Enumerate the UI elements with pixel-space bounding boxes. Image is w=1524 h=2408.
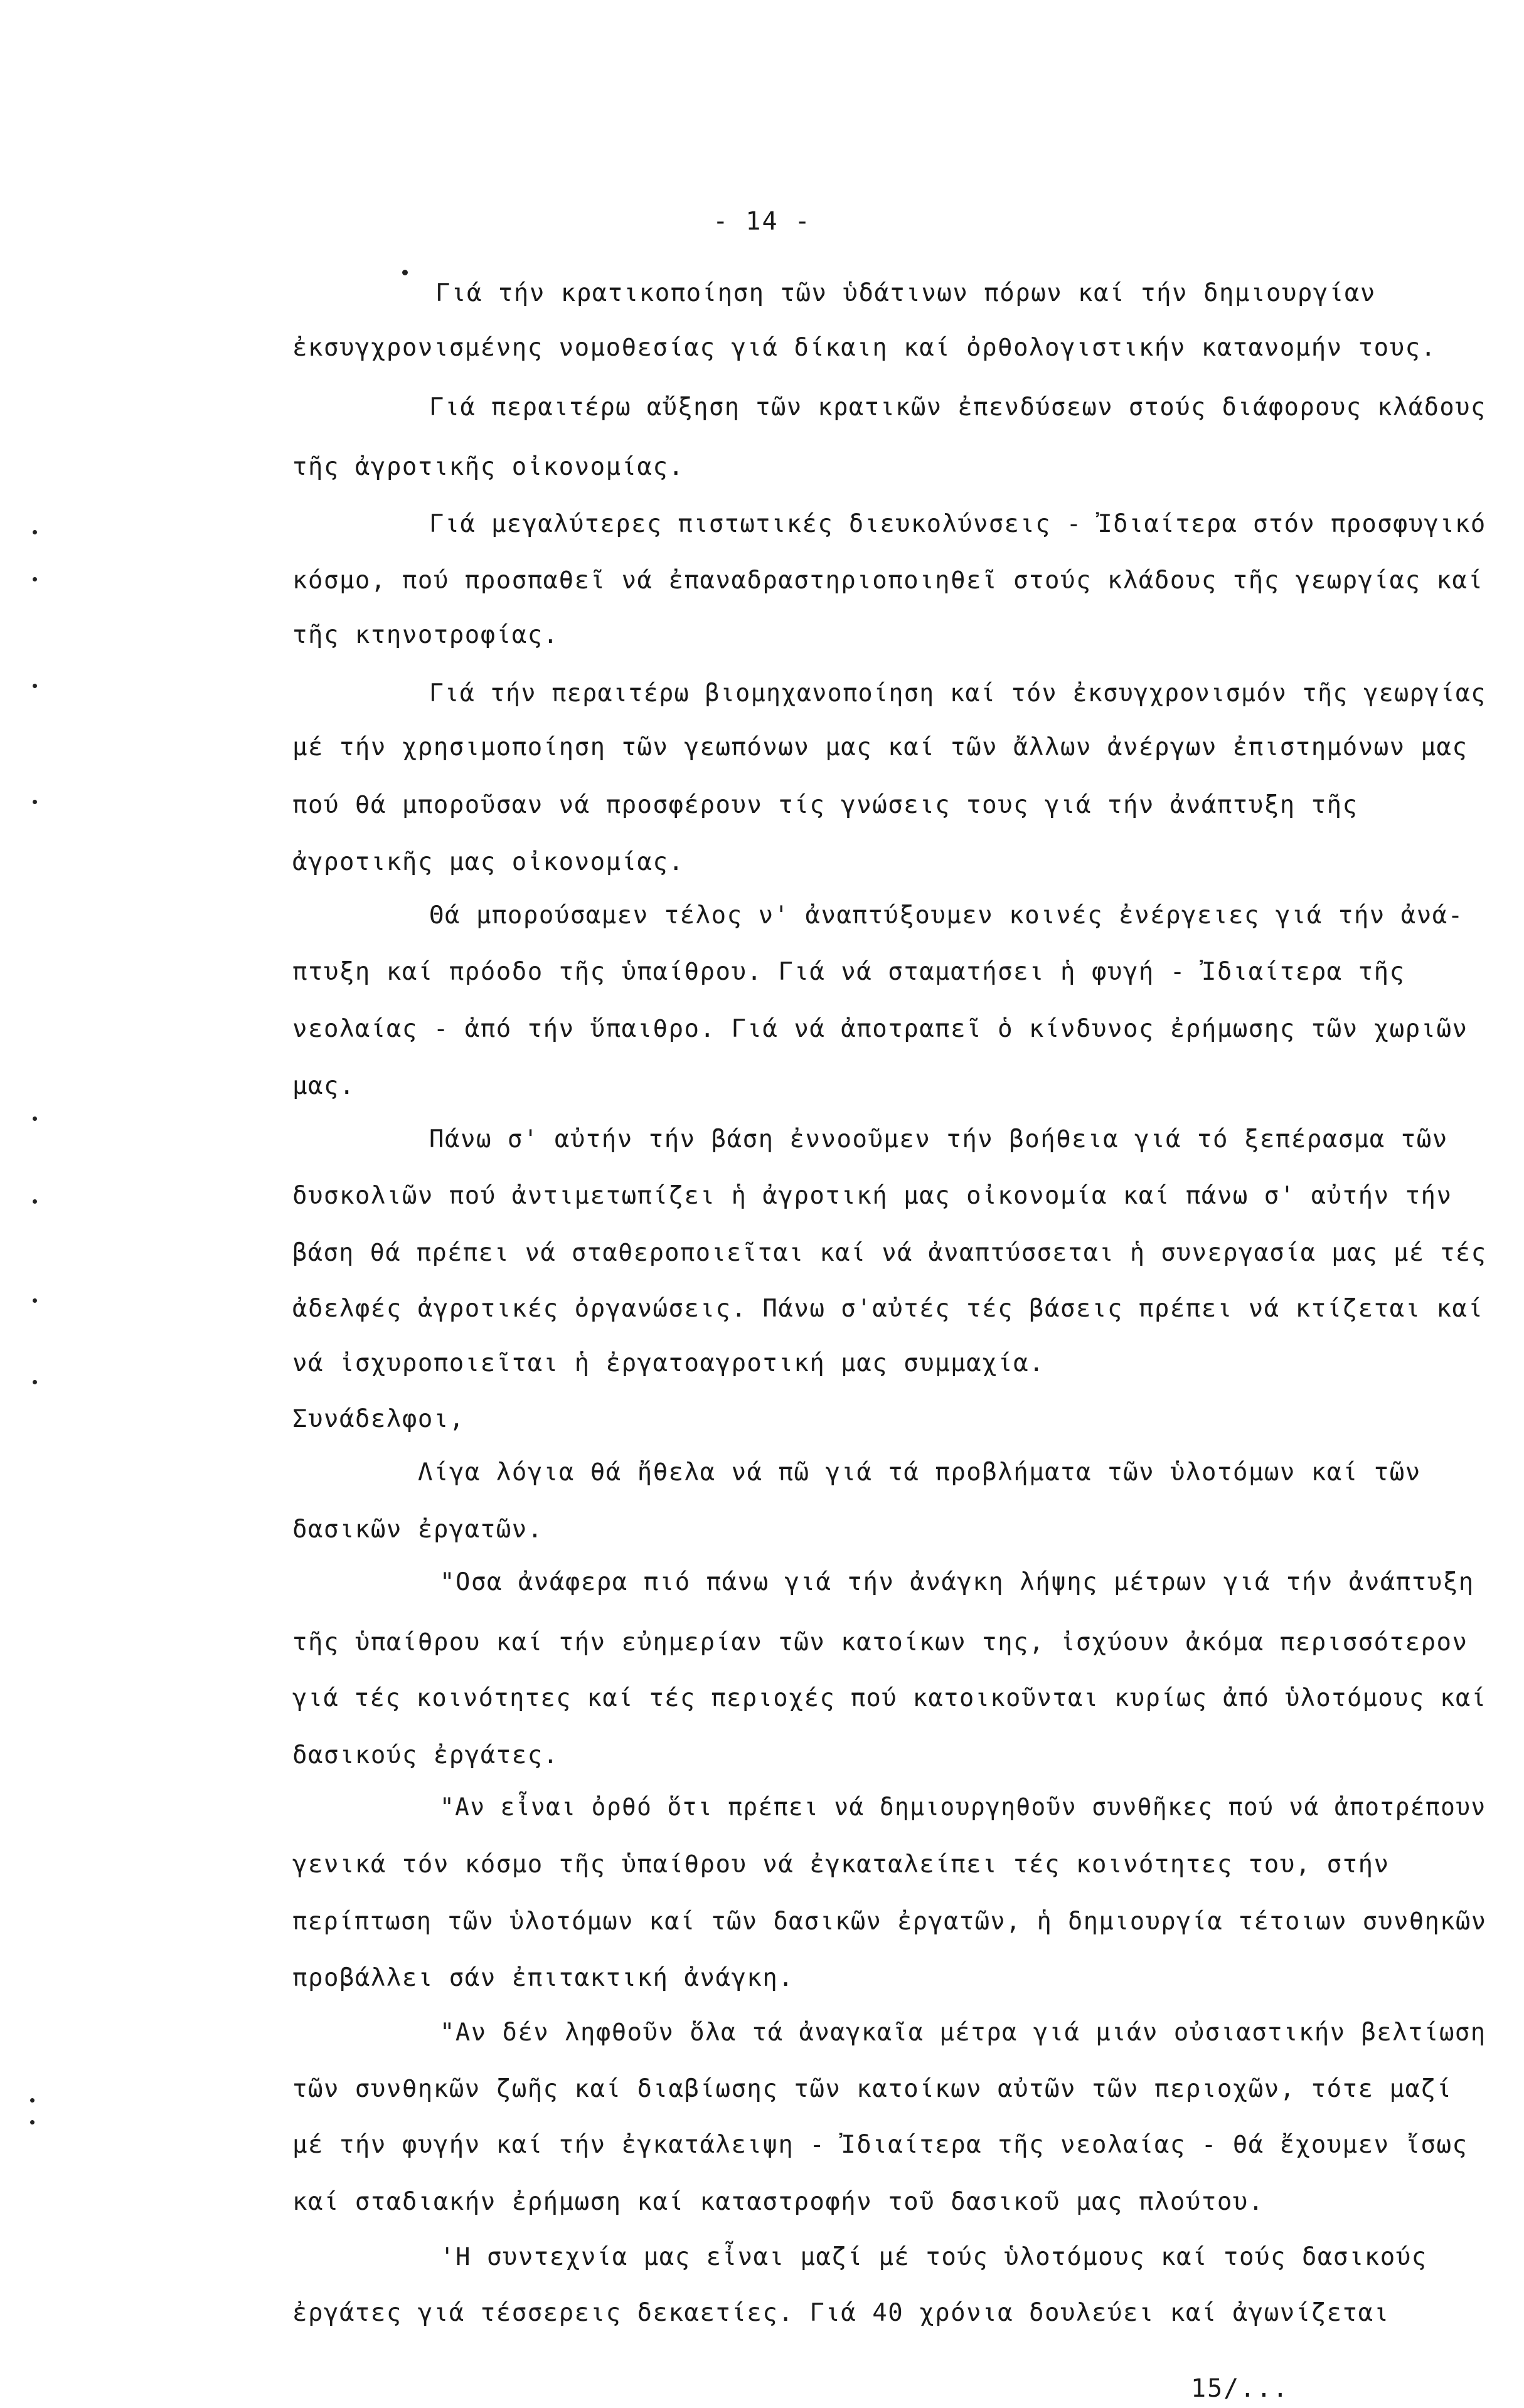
scan-speck bbox=[402, 270, 408, 275]
scan-speck bbox=[33, 530, 37, 534]
text-line: Γιά περαιτέρω αὔξηση τῶν κρατικῶν ἐπενδύσεων στούς διάφορους κλάδους bbox=[429, 393, 1486, 422]
text-line: καί σταδιακήν ἐρήμωση καί καταστροφήν τοῦ δασικοῦ μας πλούτου. bbox=[292, 2188, 1264, 2216]
text-line: γιά τές κοινότητες καί τές περιοχές πού κατοικοῦνται κυρίως ἀπό ὑλοτόμους καί bbox=[292, 1684, 1487, 1712]
scan-speck bbox=[30, 2098, 35, 2103]
text-line: τῆς ὑπαίθρου καί τήν εὐημερίαν τῶν κατοίκων της, ἰσχύουν ἀκόμα περισσότερον bbox=[292, 1628, 1468, 1657]
scan-speck bbox=[30, 2120, 35, 2124]
scan-speck bbox=[33, 1116, 37, 1121]
text-line: βάση θά πρέπει νά σταθεροποιεῖται καί νά ἀναπτύσσεται ἡ συνεργασία μας μέ τές bbox=[292, 1239, 1487, 1267]
text-line: δυσκολιῶν πού ἀντιμετωπίζει ἡ ἀγροτική μας οἰκονομία καί πάνω σ' αὐτήν τήν bbox=[292, 1182, 1452, 1210]
text-line: Γιά τήν κρατικοποίηση τῶν ὑδάτινων πόρων καί τήν δημιουργίαν bbox=[435, 279, 1376, 307]
text-line: νεολαίας - ἀπό τήν ὕπαιθρο. Γιά νά ἀποτραπεῖ ὁ κίνδυνος ἐρήμωσης τῶν χωριῶν bbox=[292, 1015, 1468, 1043]
scan-speck bbox=[33, 577, 37, 581]
continuation-page-ref: 15/... bbox=[1191, 2374, 1289, 2403]
text-line: Πάνω σ' αὐτήν τήν βάση ἐννοοῦμεν τήν βοήθεια γιά τό ξεπέρασμα τῶν bbox=[429, 1125, 1448, 1154]
text-line: πτυξη καί πρόοδο τῆς ὑπαίθρου. Γιά νά σταματήσει ἡ φυγή - Ἰδιαίτερα τῆς bbox=[292, 958, 1405, 986]
text-line: μέ τήν φυγήν καί τήν ἐγκατάλειψη - Ἰδιαίτερα τῆς νεολαίας - θά ἔχουμεν ἴσως bbox=[292, 2131, 1468, 2159]
text-line: Θά μπορούσαμεν τέλος ν' ἀναπτύξουμεν κοινές ἐνέργειες γιά τήν ἀνά- bbox=[429, 901, 1464, 930]
text-line: "Αν εἶναι ὀρθό ὅτι πρέπει νά δημιουργηθοῦν συνθῆκες πού νά ἀποτρέπουν bbox=[440, 1793, 1486, 1822]
text-line: "Οσα ἀνάφερα πιό πάνω γιά τήν ἀνάγκη λήψης μέτρων γιά τήν ἀνάπτυξη bbox=[440, 1568, 1474, 1596]
text-line: ἐργάτες γιά τέσσερεις δεκαετίες. Γιά 40 χρόνια δουλεύει καί ἀγωνίζεται bbox=[292, 2299, 1390, 2327]
text-line: γενικά τόν κόσμο τῆς ὑπαίθρου νά ἐγκαταλείπει τές κοινότητες του, στήν bbox=[292, 1850, 1390, 1879]
scan-speck bbox=[33, 1380, 37, 1384]
text-line: ἀδελφές ἀγροτικές ὀργανώσεις. Πάνω σ'αὐτές τές βάσεις πρέπει νά κτίζεται καί bbox=[292, 1295, 1484, 1323]
text-line: ἐκσυγχρονισμένης νομοθεσίας γιά δίκαιη καί ὀρθολογιστικήν κατανομήν τους. bbox=[292, 334, 1437, 362]
text-line: νά ἰσχυροποιεῖται ἡ ἐργατοαγροτική μας συμμαχία. bbox=[292, 1349, 1045, 1377]
text-line: Λίγα λόγια θά ἤθελα νά πῶ γιά τά προβλήματα τῶν ὑλοτόμων καί τῶν bbox=[418, 1458, 1421, 1487]
text-line: μας. bbox=[292, 1072, 355, 1100]
text-line: περίπτωση τῶν ὑλοτόμων καί τῶν δασικῶν ἐργατῶν, ἡ δημιουργία τέτοιων συνθηκῶν bbox=[292, 1907, 1487, 1936]
scan-speck bbox=[33, 1199, 37, 1204]
text-line: δασικούς ἐργάτες. bbox=[292, 1741, 559, 1769]
text-line: "Αν δέν ληφθοῦν ὅλα τά ἀναγκαῖα μέτρα γιά μιάν οὐσιαστικήν βελτίωση bbox=[440, 2018, 1486, 2047]
text-line: Γιά τήν περαιτέρω βιομηχανοποίηση καί τόν ἐκσυγχρονισμόν τῆς γεωργίας bbox=[429, 679, 1486, 708]
text-line: δασικῶν ἐργατῶν. bbox=[292, 1515, 543, 1544]
text-line: πού θά μποροῦσαν νά προσφέρουν τίς γνώσεις τους γιά τήν ἀνάπτυξη τῆς bbox=[292, 791, 1358, 819]
text-line: προβάλλει σάν ἐπιτακτική ἀνάγκη. bbox=[292, 1964, 794, 1992]
text-line: ἀγροτικῆς μας οἰκονομίας. bbox=[292, 848, 685, 876]
text-line: τῆς κτηνοτροφίας. bbox=[292, 621, 559, 649]
page-number: - 14 - bbox=[713, 207, 811, 236]
text-line: Συνάδελφοι, bbox=[292, 1405, 465, 1433]
scan-speck bbox=[33, 800, 37, 804]
text-line: κόσμο, πού προσπαθεῖ νά ἐπαναδραστηριοποιηθεῖ στούς κλάδους τῆς γεωργίας καί bbox=[292, 566, 1484, 595]
scan-speck bbox=[33, 1298, 37, 1303]
scan-speck bbox=[33, 684, 37, 688]
text-line: τῆς ἀγροτικῆς οἰκονομίας. bbox=[292, 453, 685, 481]
text-line: Γιά μεγαλύτερες πιστωτικές διευκολύνσεις - Ἰδιαίτερα στόν προσφυγικό bbox=[429, 510, 1486, 538]
text-line: μέ τήν χρησιμοποίηση τῶν γεωπόνων μας καί τῶν ἄλλων ἀνέργων ἐπιστημόνων μας bbox=[292, 733, 1468, 761]
text-line: 'Η συντεχνία μας εἶναι μαζί μέ τούς ὑλοτόμους καί τούς δασικούς bbox=[440, 2243, 1427, 2271]
text-line: τῶν συνθηκῶν ζωῆς καί διαβίωσης τῶν κατοίκων αὐτῶν τῶν περιοχῶν, τότε μαζί bbox=[292, 2075, 1452, 2103]
